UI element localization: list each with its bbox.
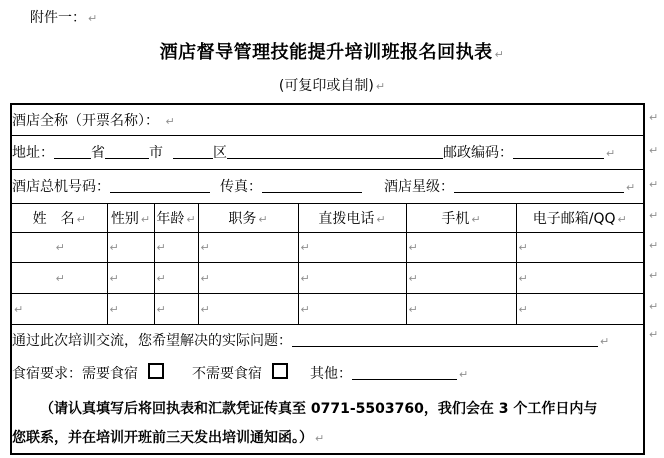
attendee-2-age-cell[interactable]	[154, 262, 198, 293]
page-title-line	[0, 38, 664, 64]
paragraph-mark-icon: ↵	[518, 241, 528, 254]
province-suffix: 省	[91, 145, 105, 161]
header-direct-phone: 直拨电话	[318, 210, 375, 227]
district-blank-line[interactable]	[173, 144, 213, 159]
attendee-3-name-cell[interactable]	[11, 293, 107, 324]
header-cell-email-qq	[516, 203, 644, 232]
attendee-1-mobile-cell[interactable]	[406, 232, 516, 262]
row-end-mark-icon: ↵	[649, 300, 659, 313]
header-age: 年龄	[156, 210, 185, 227]
other-blank-line[interactable]	[352, 365, 457, 380]
attendee-1-direct-phone-cell[interactable]	[298, 232, 406, 262]
star-rating-blank-line[interactable]	[454, 178, 624, 193]
accommodation-label: 食宿要求：	[12, 365, 82, 382]
address-row	[11, 135, 644, 169]
need-board-checkbox[interactable]	[148, 363, 164, 379]
note-line-2	[12, 424, 643, 453]
other-label: 其他：	[310, 365, 352, 382]
header-cell-age	[154, 203, 198, 232]
paragraph-mark-icon: ↵	[200, 271, 210, 285]
paragraph-mark-icon: ↵	[408, 241, 418, 254]
paragraph-mark-icon: ↵	[459, 367, 469, 381]
paragraph-mark-icon: ↵	[606, 147, 616, 160]
paragraph-mark-icon: ↵	[617, 212, 627, 226]
attachment-label: 附件一：	[30, 10, 86, 26]
attendee-row-1	[11, 232, 644, 262]
paragraph-mark-icon: ↵	[258, 212, 268, 226]
attendee-1-position-cell[interactable]	[198, 232, 298, 262]
paragraph-mark-icon: ↵	[600, 334, 610, 348]
attendee-2-mobile-cell[interactable]	[406, 262, 516, 293]
attendee-2-position-cell[interactable]	[198, 262, 298, 293]
district-suffix: 区	[213, 145, 227, 161]
paragraph-mark-icon: ↵	[165, 114, 175, 128]
attendee-1-name-cell[interactable]	[11, 232, 107, 262]
header-cell-mobile	[406, 203, 516, 232]
paragraph-mark-icon: ↵	[109, 302, 119, 316]
bottom-section-row	[11, 324, 644, 454]
attendee-2-direct-phone-cell[interactable]	[298, 262, 406, 293]
page-title: 酒店督导管理技能提升培训班报名回执表	[159, 42, 493, 63]
star-rating-label: 酒店星级：	[384, 179, 454, 195]
postal-code-label: 邮政编码：	[443, 145, 513, 161]
paragraph-mark-icon: ↵	[408, 302, 418, 316]
page-subtitle-line	[0, 75, 664, 95]
attendee-3-direct-phone-cell[interactable]	[298, 293, 406, 324]
paragraph-mark-icon: ↵	[55, 241, 65, 254]
paragraph-mark-icon: ↵	[186, 212, 196, 226]
attendee-1-gender-cell[interactable]	[107, 232, 154, 262]
question-label: 通过此次培训交流，您希望解决的实际问题：	[12, 332, 292, 349]
paragraph-mark-icon: ↵	[140, 212, 151, 226]
paragraph-mark-icon: ↵	[518, 271, 528, 285]
registration-form-table	[10, 103, 645, 455]
paragraph-mark-icon: ↵	[375, 80, 386, 93]
paragraph-mark-icon: ↵	[315, 431, 325, 445]
switchboard-blank-line[interactable]	[110, 178, 210, 193]
header-cell-gender	[107, 203, 154, 232]
paragraph-mark-icon: ↵	[300, 241, 310, 254]
note-text-1: （请认真填写后将回执表和汇款凭证传真至 0771-5503760，我们会在 3 个工作日内与	[40, 400, 598, 417]
question-line	[12, 325, 643, 358]
header-email-qq: 电子邮箱/QQ	[532, 210, 616, 227]
fax-label: 传真：	[220, 179, 262, 195]
paragraph-mark-icon: ↵	[200, 241, 210, 254]
city-suffix: 市	[149, 145, 163, 161]
need-board-label: 需要食宿	[82, 365, 138, 382]
province-blank-line[interactable]	[54, 144, 91, 159]
paragraph-mark-icon: ↵	[200, 302, 210, 316]
row-end-mark-icon: ↵	[649, 209, 659, 222]
row-end-mark-icon: ↵	[649, 239, 659, 252]
paragraph-mark-icon: ↵	[156, 271, 166, 285]
header-cell-direct-phone	[298, 203, 406, 232]
paragraph-mark-icon: ↵	[109, 241, 119, 254]
no-need-board-checkbox[interactable]	[272, 363, 288, 379]
header-cell-position	[198, 203, 298, 232]
attendee-1-age-cell[interactable]	[154, 232, 198, 262]
hotel-name-row	[11, 104, 644, 135]
row-end-mark-icon: ↵	[649, 269, 659, 282]
paragraph-mark-icon: ↵	[300, 302, 310, 316]
note-line-1	[12, 395, 643, 424]
paragraph-mark-icon: ↵	[376, 212, 386, 226]
street-blank-line[interactable]	[227, 144, 443, 159]
attendee-3-gender-cell[interactable]	[107, 293, 154, 324]
page-subtitle: (可复印或自制)	[278, 78, 374, 94]
city-blank-line[interactable]	[105, 144, 149, 159]
attendee-3-position-cell[interactable]	[198, 293, 298, 324]
switchboard-label: 酒店总机号码：	[12, 179, 110, 195]
paragraph-mark-icon: ↵	[14, 302, 24, 316]
paragraph-mark-icon: ↵	[88, 12, 98, 25]
attendee-2-name-cell[interactable]	[11, 262, 107, 293]
header-position: 职务	[228, 210, 257, 227]
row-end-mark-icon: ↵	[649, 178, 659, 191]
fax-blank-line[interactable]	[262, 178, 362, 193]
header-name: 姓 名	[32, 210, 75, 227]
paragraph-mark-icon: ↵	[626, 181, 636, 194]
paragraph-mark-icon: ↵	[300, 271, 310, 285]
contact-row	[11, 169, 644, 203]
attachment-label-line	[30, 7, 97, 27]
attendee-2-gender-cell[interactable]	[107, 262, 154, 293]
row-end-mark-icon: ↵	[649, 144, 659, 157]
attendee-header-row	[11, 203, 644, 232]
paragraph-mark-icon: ↵	[55, 271, 65, 285]
paragraph-mark-icon: ↵	[109, 271, 119, 285]
attendee-1-email-cell[interactable]	[516, 232, 644, 262]
attendee-3-age-cell[interactable]	[154, 293, 198, 324]
question-blank-line[interactable]	[292, 332, 598, 347]
hotel-name-label: 酒店全称（开票名称）：	[12, 112, 159, 129]
header-mobile: 手机	[441, 210, 470, 227]
attendee-2-email-cell[interactable]	[516, 262, 644, 293]
paragraph-mark-icon: ↵	[156, 241, 166, 254]
paragraph-mark-icon: ↵	[518, 302, 528, 316]
note-text-2: 您联系，并在培训开班前三天发出培训通知函。）	[12, 429, 313, 446]
attendee-row-2	[11, 262, 644, 293]
row-end-mark-icon: ↵	[649, 328, 659, 341]
no-need-board-label: 不需要食宿	[192, 365, 262, 382]
address-label: 地址：	[12, 145, 54, 161]
postal-code-blank-line[interactable]	[513, 144, 604, 159]
header-gender: 性别	[110, 210, 139, 227]
accommodation-line	[12, 358, 643, 391]
paragraph-mark-icon: ↵	[471, 212, 481, 226]
header-cell-name	[11, 203, 107, 232]
paragraph-mark-icon: ↵	[408, 271, 418, 285]
paragraph-mark-icon: ↵	[494, 48, 505, 61]
row-end-mark-icon: ↵	[649, 111, 659, 124]
attendee-row-3	[11, 293, 644, 324]
paragraph-mark-icon: ↵	[156, 302, 166, 316]
attendee-3-email-cell[interactable]	[516, 293, 644, 324]
attendee-3-mobile-cell[interactable]	[406, 293, 516, 324]
paragraph-mark-icon: ↵	[76, 212, 86, 226]
